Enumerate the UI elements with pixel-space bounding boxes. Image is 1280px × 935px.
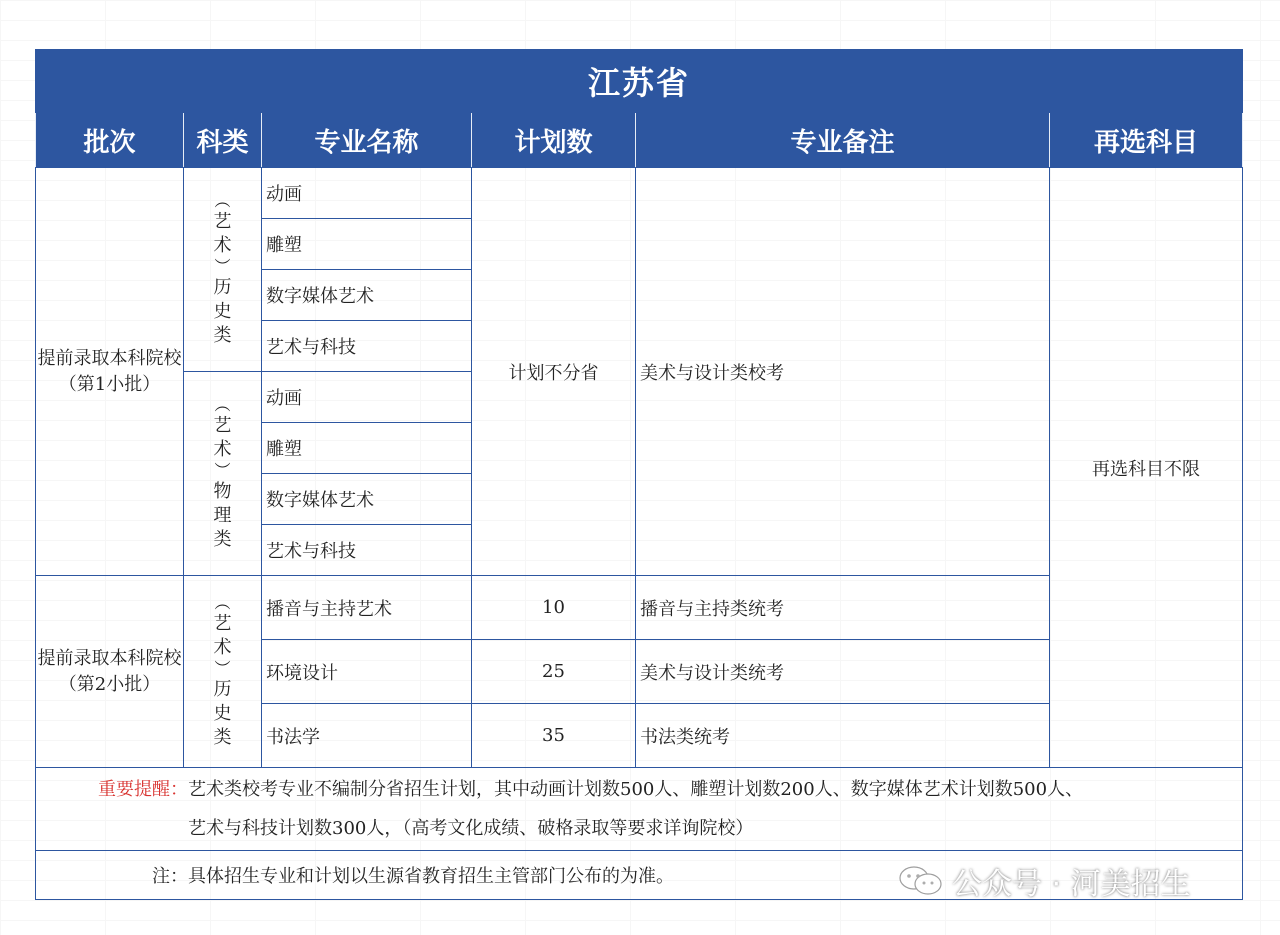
category-char: 类 bbox=[213, 528, 232, 550]
category-char: ︶ bbox=[214, 460, 231, 480]
major-name: 数字媒体艺术 bbox=[262, 474, 472, 525]
batch2-label: 提前录取本科院校（第2小批） bbox=[36, 576, 184, 768]
category-char: 物 bbox=[213, 480, 232, 502]
category-char: ︶ bbox=[214, 256, 231, 276]
header-category: 科类 bbox=[184, 113, 262, 168]
major-note: 播音与主持类统考 bbox=[636, 576, 1050, 640]
major-name: 数字媒体艺术 bbox=[262, 270, 472, 321]
category-char: 历 bbox=[213, 276, 232, 298]
batch1-note: 美术与设计类校考 bbox=[636, 168, 1050, 576]
watermark bbox=[898, 862, 1191, 900]
table-title: 江苏省 bbox=[36, 50, 1243, 113]
category-char: 艺 bbox=[213, 414, 232, 436]
reselect-subjects: 再选科目不限 bbox=[1050, 168, 1243, 768]
category-char: 历 bbox=[213, 678, 232, 700]
major-name: 动画 bbox=[262, 168, 472, 219]
major-name: 动画 bbox=[262, 372, 472, 423]
title-row bbox=[36, 50, 1243, 113]
footnote-text: 具体招生专业和计划以生源省教育招生主管部门公布的为准。 bbox=[188, 866, 674, 887]
category-char: ︵ bbox=[214, 394, 231, 414]
category-char: 史 bbox=[213, 300, 232, 322]
category-char: 类 bbox=[213, 324, 232, 346]
plan-count: 35 bbox=[472, 704, 636, 768]
category-char: ︶ bbox=[214, 658, 231, 678]
batch1-label: 提前录取本科院校（第1小批） bbox=[36, 168, 184, 576]
reminder-row bbox=[36, 768, 1243, 851]
major-note: 书法类统考 bbox=[636, 704, 1050, 768]
plan-count: 25 bbox=[472, 640, 636, 704]
major-name: 艺术与科技 bbox=[262, 525, 472, 576]
major-name: 雕塑 bbox=[262, 219, 472, 270]
category-art-history bbox=[184, 168, 262, 372]
header-batch: 批次 bbox=[36, 113, 184, 168]
category-art-physics bbox=[184, 372, 262, 576]
reminder-text-2: 艺术与科技计划数300人，（高考文化成绩、破格录取等要求详询院校） bbox=[188, 818, 754, 839]
reminder-line-1 bbox=[36, 770, 1242, 809]
reminder-cell bbox=[36, 768, 1243, 851]
category-char: 术 bbox=[213, 234, 232, 256]
table-row bbox=[36, 168, 1243, 219]
header-major-note: 专业备注 bbox=[636, 113, 1050, 168]
major-name: 环境设计 bbox=[262, 640, 472, 704]
header-row bbox=[36, 113, 1243, 168]
category-char: 艺 bbox=[213, 612, 232, 634]
header-plan-count: 计划数 bbox=[472, 113, 636, 168]
wechat-icon bbox=[898, 865, 944, 897]
header-reselect: 再选科目 bbox=[1050, 113, 1243, 168]
category-char: 术 bbox=[213, 438, 232, 460]
batch1-plan: 计划不分省 bbox=[472, 168, 636, 576]
watermark-text: 公众号 · 河美招生 bbox=[952, 867, 1191, 902]
footnote-label: 注： bbox=[152, 866, 188, 887]
category-art-history bbox=[184, 576, 262, 768]
major-note: 美术与设计类统考 bbox=[636, 640, 1050, 704]
header-major-name: 专业名称 bbox=[262, 113, 472, 168]
major-name: 雕塑 bbox=[262, 423, 472, 474]
category-char: 史 bbox=[213, 702, 232, 724]
category-char: 理 bbox=[213, 504, 232, 526]
major-name: 播音与主持艺术 bbox=[262, 576, 472, 640]
major-name: 书法学 bbox=[262, 704, 472, 768]
category-char: ︵ bbox=[214, 190, 231, 210]
admission-plan-table bbox=[35, 49, 1243, 900]
category-char: ︵ bbox=[214, 592, 231, 612]
category-char: 术 bbox=[213, 636, 232, 658]
major-name: 艺术与科技 bbox=[262, 321, 472, 372]
category-char: 艺 bbox=[213, 210, 232, 232]
reminder-text-1: 艺术类校考专业不编制分省招生计划，其中动画计划数500人、雕塑计划数200人、数字媒体艺术计划数500人、 bbox=[188, 779, 1084, 800]
reminder-label: 重要提醒： bbox=[98, 779, 188, 800]
category-char: 类 bbox=[213, 726, 232, 748]
plan-count: 10 bbox=[472, 576, 636, 640]
